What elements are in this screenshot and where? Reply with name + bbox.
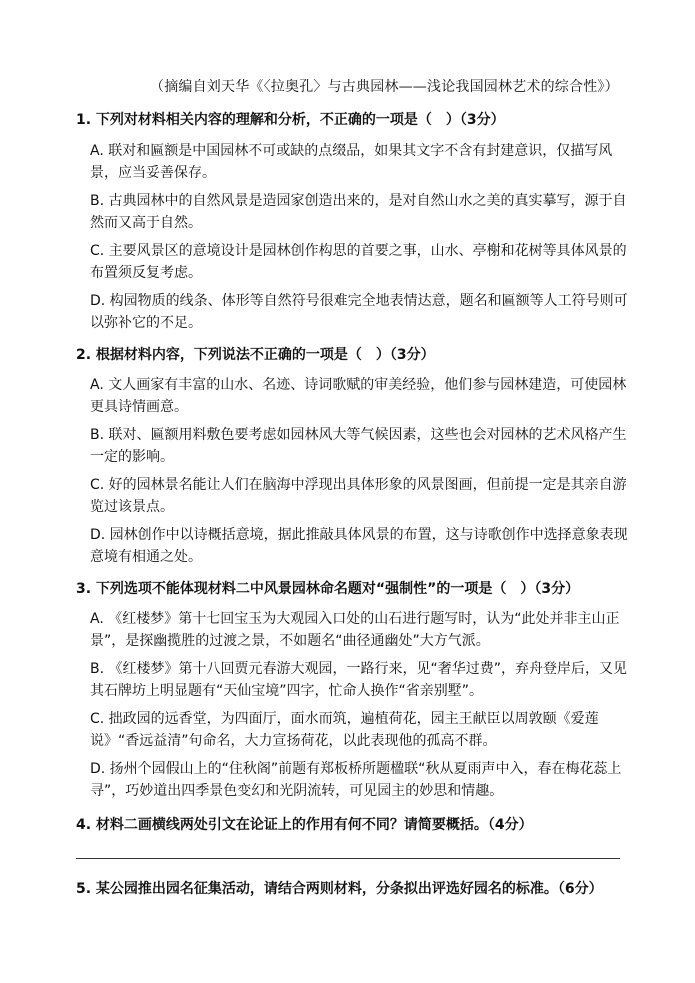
question-3-option-c: C. 拙政园的远香堂，为四面厅，面水而筑，遍植荷花，园主王献臣以周敦颐《爱莲说》“香远益清”句命名，大力宣扬荷花，以此表现他的孤高不群。	[90, 711, 599, 749]
question-3-option-b: B. 《红楼梦》第十八回贾元春游大观园，一路行来，见“奢华过费”，弃舟登岸后，又见其石牌坊上明显题有“天仙宝境”四字，忙命人换作“省亲别墅”。	[90, 661, 628, 699]
question-3-stem: 3. 下列选项不能体现材料二中风景园林命名题对“强制性”的一项是（ ）（3分）	[76, 581, 580, 597]
answer-line	[76, 858, 620, 859]
question-5-stem: 5. 某公园推出园名征集活动，请结合两则材料，分条拟出评选好园名的标准。（6分）	[76, 881, 603, 897]
question-1-option-d: D. 构园物质的线条、体形等自然符号很难完全地表情达意，题名和匾额等人工符号则可以弥补它的不足。	[90, 293, 628, 331]
question-3-option-d: D. 扬州个园假山上的“住秋阁”前题有郑板桥所题楹联“秋从夏雨声中入，春在梅花蕊上寻”，巧妙道出四季景色变幻和光阴流转，可见园主的妙思和情趣。	[90, 761, 622, 799]
question-1-option-b: B. 古典园林中的自然风景是造园家创造出来的，是对自然山水之美的真实摹写，源于自然而又高于自然。	[90, 193, 627, 231]
question-1-option-a: A. 联对和匾额是中国园林不可或缺的点缀品，如果其文字不含有封建意识，仅描写风景，应当妥善保存。	[90, 143, 613, 181]
question-1-stem: 1. 下列对材料相关内容的理解和分析，不正确的一项是（ ）（3分）	[76, 112, 505, 128]
question-2-option-a: A. 文人画家有丰富的山水、名迹、诗词歌赋的审美经验，他们参与园林建造，可使园林更具诗情画意。	[90, 377, 627, 415]
question-3-option-a: A. 《红楼梦》第十七回宝玉为大观园入口处的山石进行题写时，认为“此处并非主山正景”，是探幽揽胜的过渡之景，不如题名“曲径通幽处”大方气派。	[90, 611, 620, 649]
question-2-stem: 2. 根据材料内容，下列说法不正确的一项是（ ）（3分）	[76, 347, 435, 363]
question-2-option-b: B. 联对、匾额用料敷色要考虑如园林风大等气候因素，这些也会对园林的艺术风格产生一定的影响。	[90, 427, 627, 465]
question-4-stem: 4. 材料二画横线两处引文在论证上的作用有何不同？请简要概括。（4分）	[76, 817, 533, 833]
question-1-option-c: C. 主要风景区的意境设计是园林创作构思的首要之事，山水、亭榭和花树等具体风景的布置须反复考虑。	[90, 243, 627, 281]
question-2-option-c: C. 好的园林景名能让人们在脑海中浮现出具体形象的风景图画，但前提一定是其亲自游览过该景点。	[90, 477, 627, 515]
question-2-option-d: D. 园林创作中以诗概括意境，据此推敲具体风景的布置，这与诗歌创作中选择意象表现意境有相通之处。	[90, 527, 628, 565]
source-citation: （摘编自刘天华《〈拉奥孔〉与古典园林——浅论我国园林艺术的综合性》）	[150, 79, 619, 95]
